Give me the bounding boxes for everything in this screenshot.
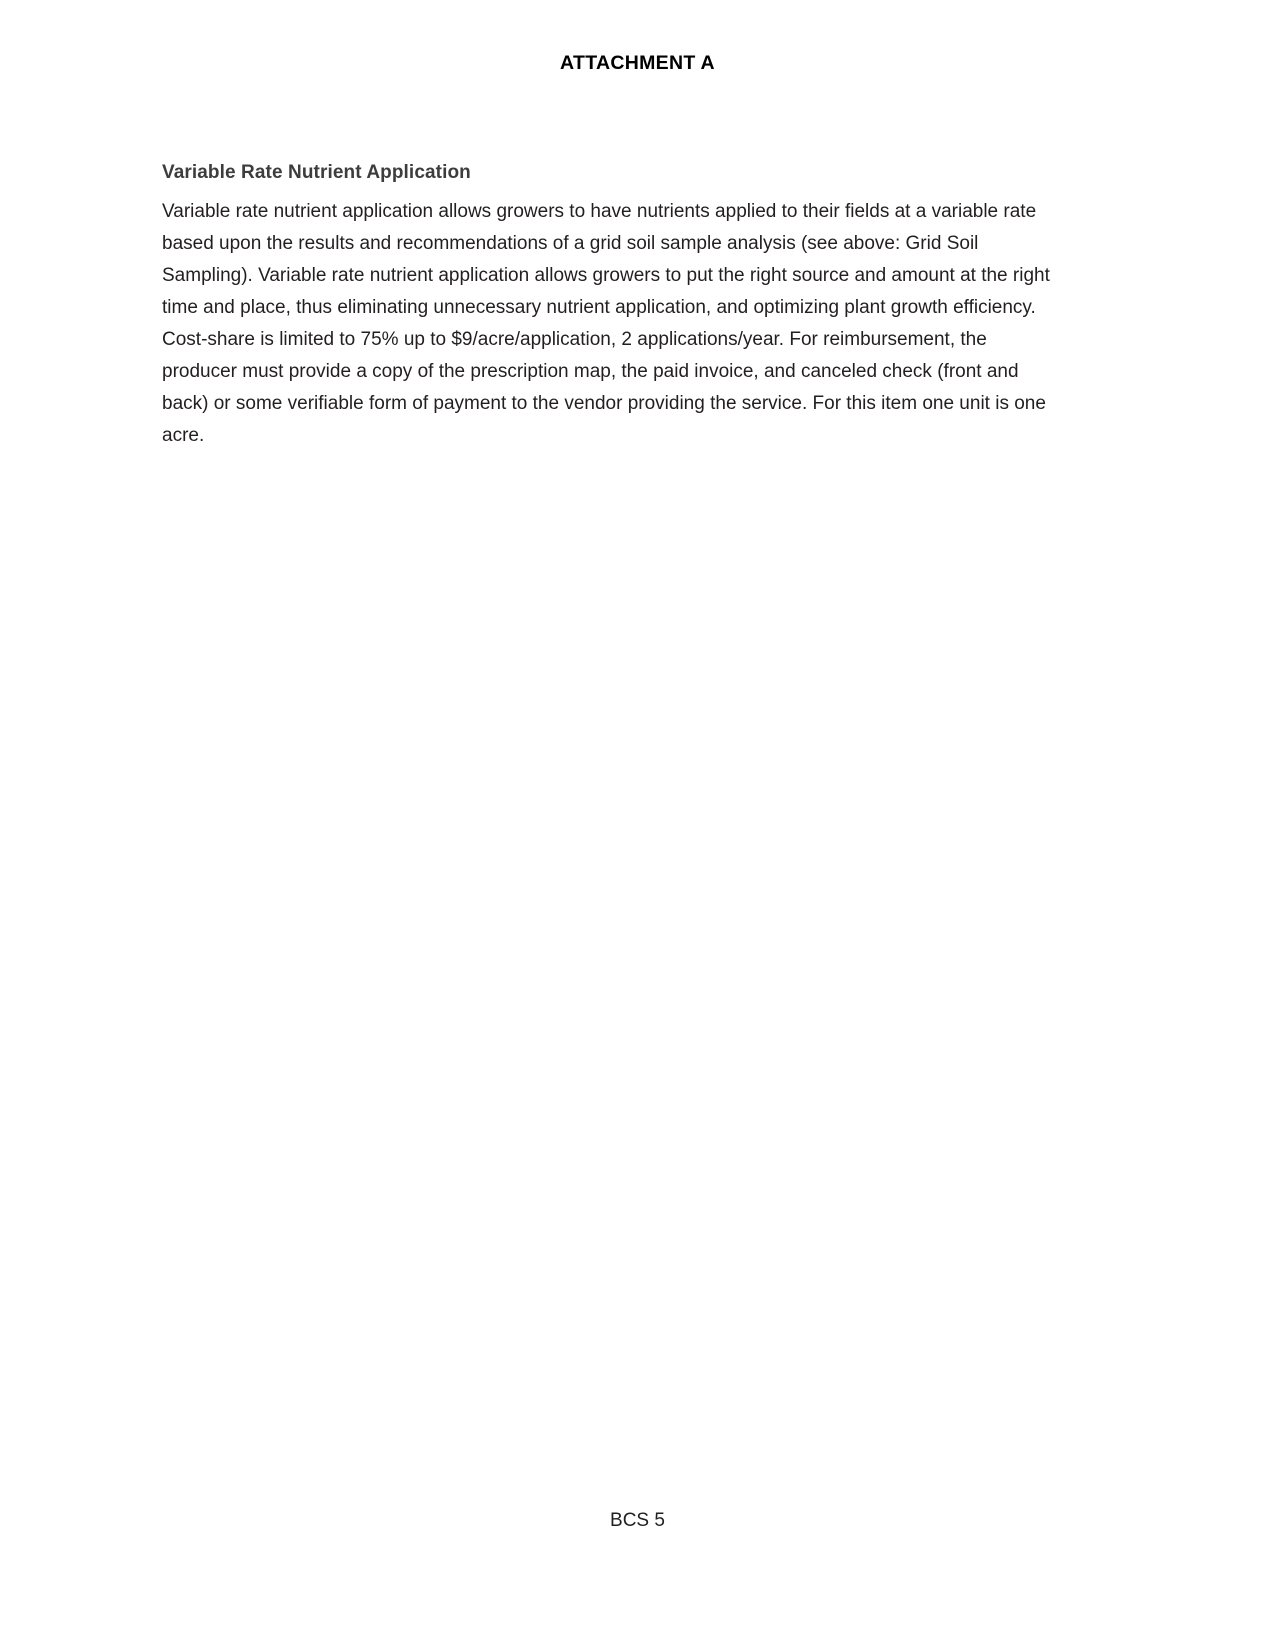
document-body (162, 162, 1056, 452)
section-paragraph: Variable rate nutrient application allows growers to have nutrients applied to their fields at a variable rate based upon the results and recommendations of a grid soil sample analysis (see above: Grid Soil Sampling). Variable rate nutrient application allows growers to put the right source and amount at the right time and place, thus eliminating unnecessary nutrient application, and optimizing plant growth efficiency. Cost-share is limited to 75% up to $9/acre/application, 2 applications/year. For reimbursement, the producer must provide a copy of the prescription map, the paid invoice, and canceled check (front and back) or some verifiable form of payment to the vendor providing the service. For this item one unit is one acre. (162, 201, 1056, 446)
page-footer: BCS 5 (610, 1510, 665, 1531)
page-header-title: ATTACHMENT A (560, 52, 715, 74)
section-heading: Variable Rate Nutrient Application (162, 162, 471, 183)
